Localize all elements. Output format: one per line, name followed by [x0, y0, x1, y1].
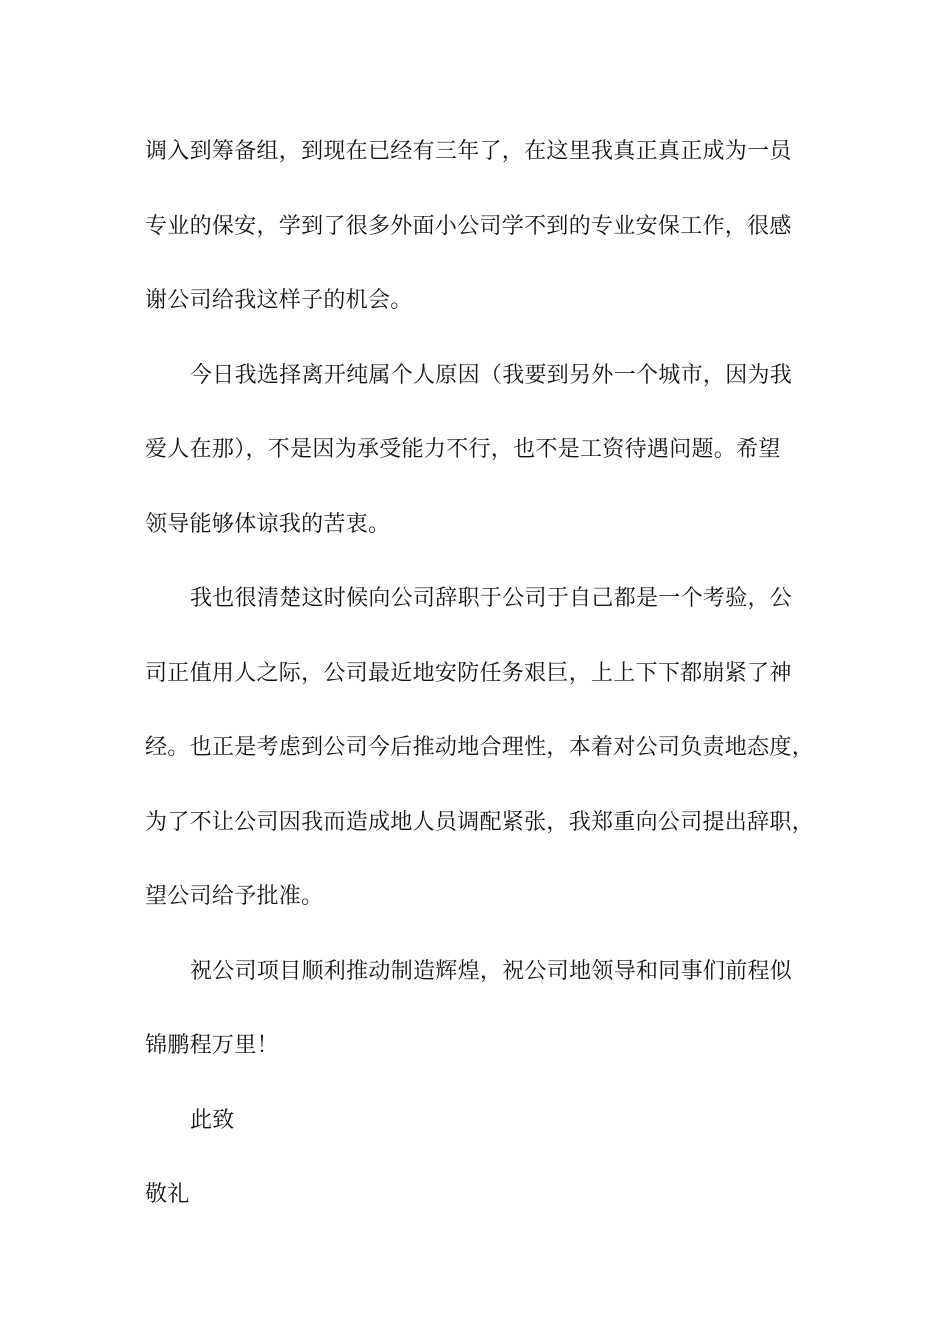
text-line: 专业的保安，学到了很多外面小公司学不到的专业安保工作，很感: [145, 213, 792, 239]
text-line: 领导能够体谅我的苦衷。: [145, 511, 391, 537]
letter-body: [145, 130, 825, 1248]
paragraph-first-line: 今日我选择离开纯属个人原因（我要到另外一个城市，因为我: [190, 362, 793, 388]
text-line: 司正值用人之际，公司最近地安防任务艰巨，上上下下都崩紧了神: [145, 660, 792, 686]
closing-salutation: 此致: [190, 1107, 235, 1133]
paragraph-first-line: 我也很清楚这时候向公司辞职于公司于自己都是一个考验，公: [190, 586, 793, 611]
text-line: 为了不让公司因我而造成地人员调配紧张，我郑重向公司提出辞职，: [145, 809, 815, 835]
text-line: 调入到筹备组，到现在已经有三年了，在这里我真正真正成为一员: [145, 139, 792, 164]
text-line: 锦鹏程万里！: [145, 1033, 279, 1058]
text-line: 谢公司给我这样子的机会。: [145, 288, 413, 313]
text-line: 爱人在那），不是因为承受能力不行，也不是工资待遇问题。希望: [145, 437, 781, 462]
closing-regards: 敬礼: [145, 1182, 190, 1207]
text-line: 望公司给予批准。: [145, 884, 324, 909]
paragraph-first-line: 祝公司项目顺利推动制造辉煌，祝公司地领导和同事们前程似: [190, 958, 793, 984]
text-line: 经。也正是考虑到公司今后推动地合理性，本着对公司负责地态度，: [145, 735, 815, 760]
